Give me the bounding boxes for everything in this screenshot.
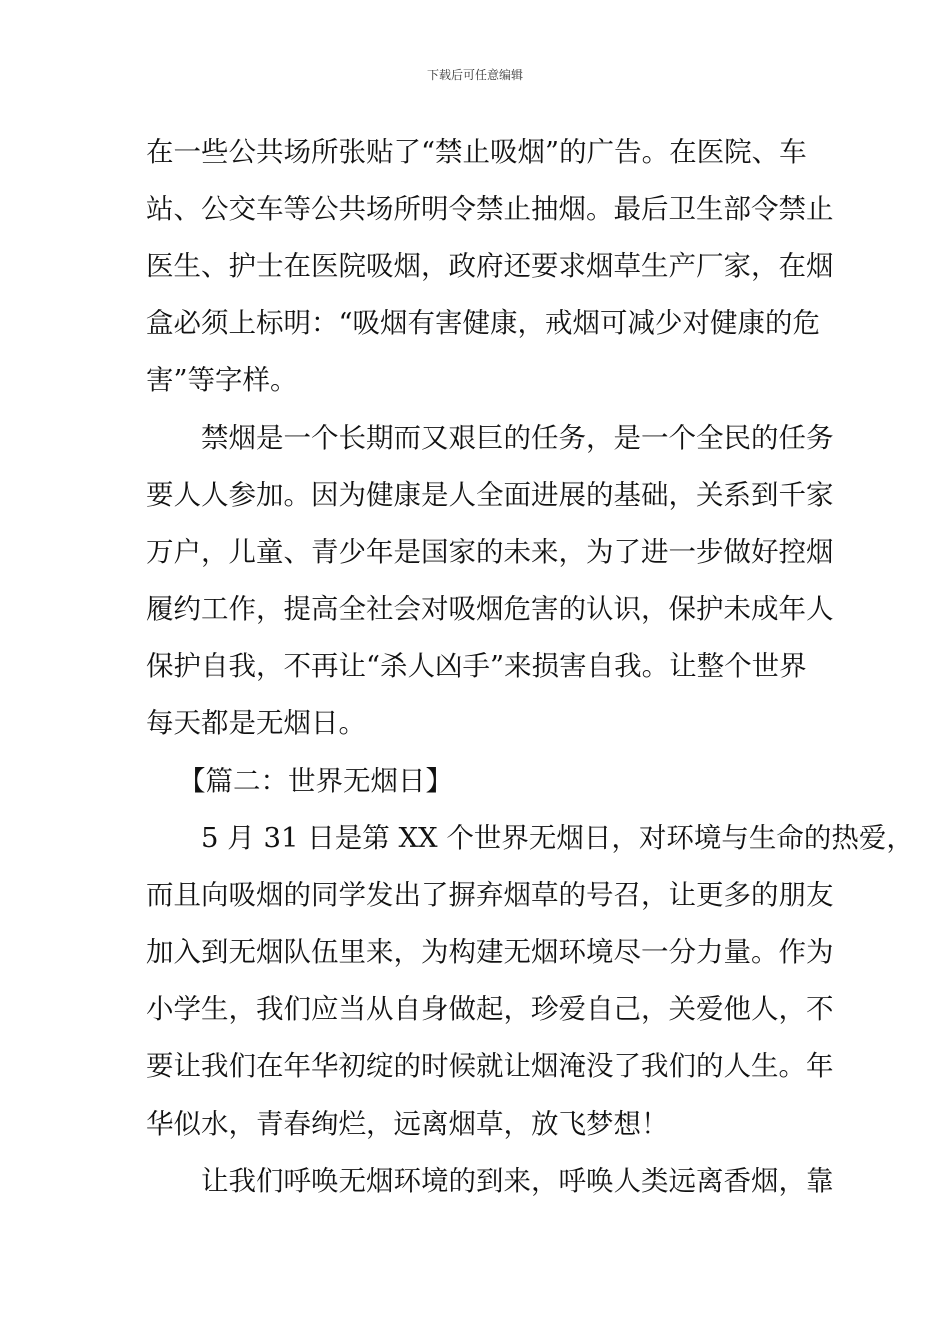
text-line: 盒必须上标明：“吸烟有害健康，戒烟可减少对健康的危 — [146, 307, 821, 339]
text-line: 害”等字样。 — [146, 364, 298, 396]
text-line: 在一些公共场所张贴了“禁止吸烟”的广告。在医院、车 — [146, 136, 807, 168]
text-line: 站、公交车等公共场所明令禁止抽烟。最后卫生部令禁止 — [146, 193, 834, 225]
text-line: 医生、护士在医院吸烟，政府还要求烟草生产厂家，在烟 — [146, 250, 834, 282]
text-line: 禁烟是一个长期而又艰巨的任务，是一个全民的任务 — [201, 422, 834, 454]
text-line: 履约工作，提高全社会对吸烟危害的认识，保护未成年人 — [146, 593, 834, 625]
text-line: 小学生，我们应当从自身做起，珍爱自己，关爱他人，不 — [146, 993, 834, 1025]
text-line: 而且向吸烟的同学发出了摒弃烟草的号召，让更多的朋友 — [146, 879, 834, 911]
section-heading: 【篇二：世界无烟日】 — [178, 765, 453, 797]
text-line: 5 月 31 日是第 XX 个世界无烟日，对环境与生命的热爱， — [201, 822, 914, 854]
text-line: 要人人参加。因为健康是人全面进展的基础，关系到千家 — [146, 479, 834, 511]
text-line: 保护自我，不再让“杀人凶手”来损害自我。让整个世界 — [146, 650, 807, 682]
text-line: 华似水，青春绚烂，远离烟草，放飞梦想！ — [146, 1108, 669, 1140]
text-line: 要让我们在年华初绽的时候就让烟淹没了我们的人生。年 — [146, 1050, 834, 1082]
page-header: 下载后可任意编辑 — [426, 68, 523, 82]
text-line: 每天都是无烟日。 — [146, 707, 366, 739]
text-line: 让我们呼唤无烟环境的到来，呼唤人类远离香烟，靠 — [201, 1165, 834, 1197]
text-line: 万户，儿童、青少年是国家的未来，为了进一步做好控烟 — [146, 536, 834, 568]
text-line: 加入到无烟队伍里来，为构建无烟环境尽一分力量。作为 — [146, 936, 834, 968]
